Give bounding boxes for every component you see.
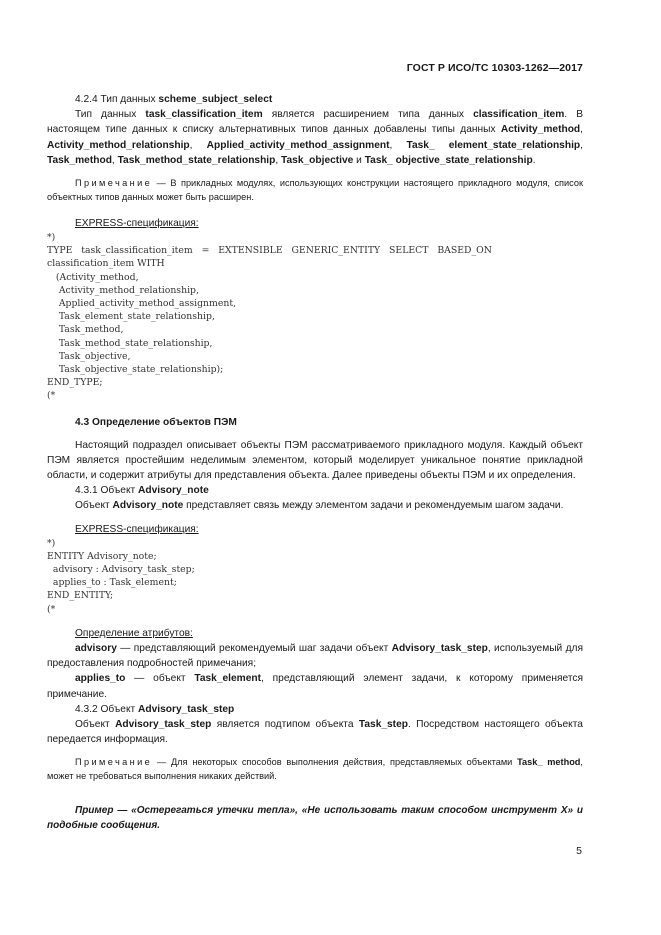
express-code-type: *) TYPE task_classification_item = EXTENSIBLE GENERIC_ENTITY SELECT BASED_ON classification_item WITH (Activity_method, Activity_method_relationship, Applied_activity_method_assignment, Task_element_state_relationship, Task_method, Task_method_state_relationship, Task_objective, Task_objective_state_relationship); END_TYPE; (* [47,232,492,402]
page-content [47,92,583,833]
express-label-1: EXPRESS-спецификация: [75,218,199,230]
example: Пример — «Остерегаться утечки тепла», «Не использовать таким способом инструмент Х» и подобные сообщения. [47,805,583,832]
attribute-applies-to: applies_to — объект Task_element, представляющий элемент задачи, к которому применяется примечание. [47,673,583,700]
paragraph-advisory-note: Объект Advisory_note представляет связь между элементом задачи и рекомендуемым шагом задачи. [75,500,564,512]
attributes-label: Определение атрибутов: [75,627,193,639]
note-1: Примечание — В прикладных модулях, использующих конструкции настоящего прикладного модуля, список объектных типов данных может быть расширен. [47,178,583,203]
subsection-title-4-3-1: 4.3.1 Объект Advisory_note [75,485,209,497]
note-2: Примечание — Для некоторых способов выполнения действия, представляемых объектами Task_ method, может не требоваться выполнения никаких действий. [47,757,583,782]
subsection-title-4-3-2: 4.3.2 Объект Advisory_task_step [75,703,235,715]
paragraph-advisory-task-step: Объект Advisory_task_step является подтипом объекта Task_step. Посредством настоящего объекта передается информация. [47,718,583,746]
subsection-title-4-2-4: 4.2.4 Тип данных scheme_subject_select [75,94,273,105]
express-code-entity: *) ENTITY Advisory_note; advisory : Advisory_task_step; applies_to : Task_element; END_ENTITY; (* [47,537,195,615]
document-header: ГОСТ Р ИСО/ТС 10303-1262—2017 [406,62,583,74]
paragraph-type-description: Тип данных task_classification_item является расширением типа данных classification_item. В настоящем типе данных к списку альтернативных типов данных добавлены типы данных Activity_method, Activity_method_relationship, Applied_activity_method_assignment, Task_ element_state_relationship, Task_method, Task_method_state_relationship, Task_objective и Task_ objective_state_relationship. [47,109,583,166]
section-heading-4-3: 4.3 Определение объектов ПЭМ [75,416,237,428]
express-label-2: EXPRESS-спецификация: [75,523,199,535]
page-number: 5 [576,845,582,857]
paragraph-section-intro: Настоящий подраздел описывает объекты ПЭМ рассматриваемого прикладного модуля. Каждый объект ПЭМ является простейшим неделимым элементом, который моделирует уникальное понятие прикладной области, и содержит атрибуты для представления объекта. Далее приведены объекты ПЭМ и их определения. [47,439,583,482]
attribute-advisory: advisory — представляющий рекомендуемый шаг задачи объект Advisory_task_step, используемый для предоставления подробностей примечания; [47,642,583,670]
